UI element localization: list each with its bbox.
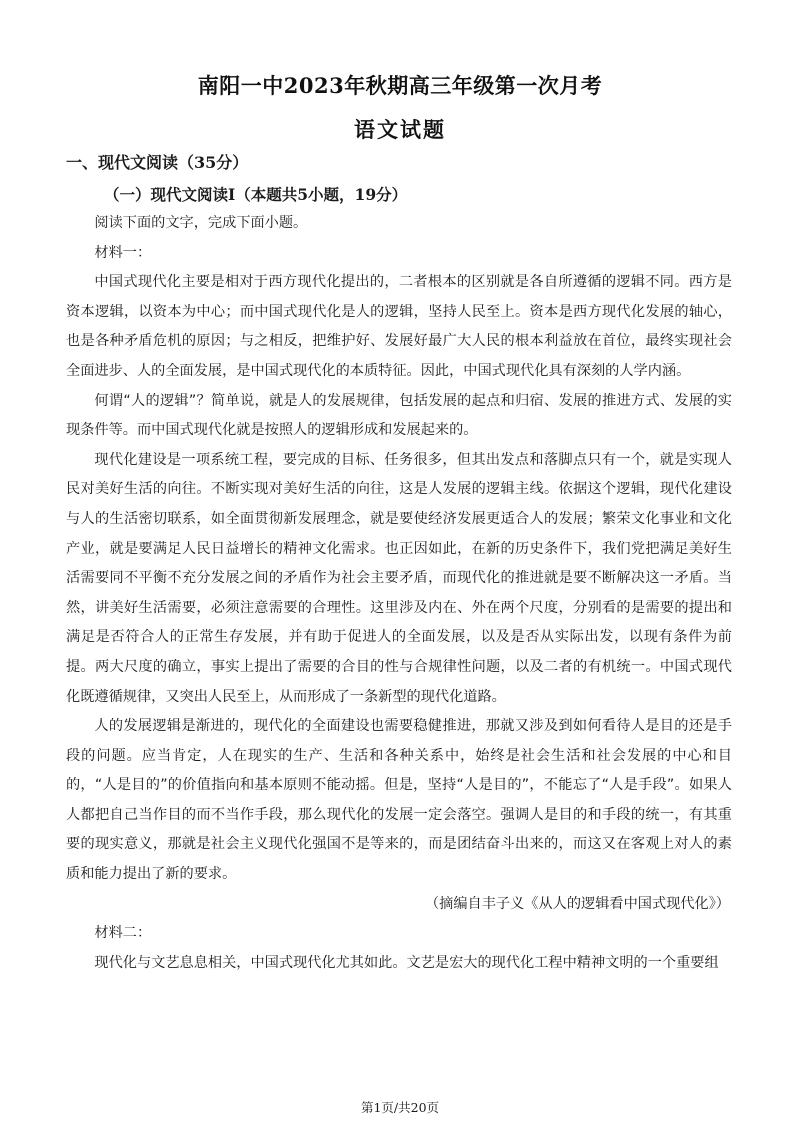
material-one-source: （摘编自丰子义《从人的逻辑看中国式现代化》） bbox=[424, 895, 730, 912]
instruction-text: 阅读下面的文字，完成下面小题。 bbox=[94, 215, 308, 231]
section-heading: 一、现代文阅读（35分） bbox=[66, 153, 249, 172]
reading-body bbox=[66, 209, 732, 978]
exam-title: 南阳一中2023年秋期高三年级第一次月考 bbox=[197, 73, 603, 98]
material-one-paragraph: 中国式现代化主要是相对于西方现代化提出的，二者根本的区别就是各自所遵循的逻辑不同。西方是资本逻辑，以资本为中心；而中国式现代化是人的逻辑，坚持人民至上。资本是西方现代化发展的轴心，也是各种矛盾危机的原因；与之相反，把维护好、发展好最广大人民的根本利益放在首位，最终实现社会全面进步、人的全面发展，是中国式现代化的本质特征。因此，中国式现代化具有深刻的人学内涵。 bbox=[66, 274, 732, 379]
page-number: 第1页/共20页 bbox=[360, 1100, 440, 1115]
material-two-paragraph: 现代化与文艺息息相关，中国式现代化尤其如此。文艺是宏大的现代化工程中精神文明的一个重要组 bbox=[94, 954, 719, 971]
material-two-label: 材料二： bbox=[94, 925, 152, 942]
material-one-paragraph: 何谓“人的逻辑”？简单说，就是人的发展规律，包括发展的起点和归宿、发展的推进方式、发展的实现条件等。而中国式现代化就是按照人的逻辑形成和发展起来的。 bbox=[66, 392, 732, 439]
exam-subtitle: 语文试题 bbox=[354, 117, 446, 142]
material-one-paragraph: 人的发展逻辑是渐进的，现代化的全面建设也需要稳健推进，那就又涉及到如何看待人是目的还是手段的问题。应当肯定，人在现实的生产、生活和各种关系中，始终是社会生活和社会发展的中心和目的，“人是目的”的价值指向和基本原则不能动摇。但是，坚持“人是目的”，不能忘了“人是手段”。如果人人都把自己当作目的而不当作手段，那么现代化的发展一定会落空。强调人是目的和手段的统一，有其重要的现实意义，那就是社会主义现代化强国不是等来的，而是团结奋斗出来的，而这又在客观上对人的素质和能力提出了新的要求。 bbox=[66, 718, 732, 883]
material-one-label: 材料一： bbox=[94, 244, 152, 261]
material-one-paragraph: 现代化建设是一项系统工程，要完成的目标、任务很多，但其出发点和落脚点只有一个，就是实现人民对美好生活的向往。不断实现对美好生活的向往，这是人发展的逻辑主线。依据这个逻辑，现代化建设与人的生活密切联系，如全面贯彻新发展理念，就是要使经济发展更适合人的发展；繁荣文化事业和文化产业，就是要满足人民日益增长的精神文化需求。也正因如此，在新的历史条件下，我们党把满足美好生活需要同不平衡不充分发展之间的矛盾作为社会主要矛盾，而现代化的推进就是要不断解决这一矛盾。当然，讲美好生活需要，必须注意需要的合理性。这里涉及内在、外在两个尺度，分别看的是需要的提出和满足是否符合人的正常生存发展，并有助于促进人的全面发展，以及是否从实际出发，以现有条件为前提。两大尺度的确立，事实上提出了需要的合目的性与合规律性问题，以及二者的有机统一。中国式现代化既遵循规律，又突出人民至上，从而形成了一条新型的现代化道路。 bbox=[66, 451, 732, 705]
section-subheading: （一）现代文阅读Ⅰ（本题共5小题，19分） bbox=[104, 185, 408, 204]
